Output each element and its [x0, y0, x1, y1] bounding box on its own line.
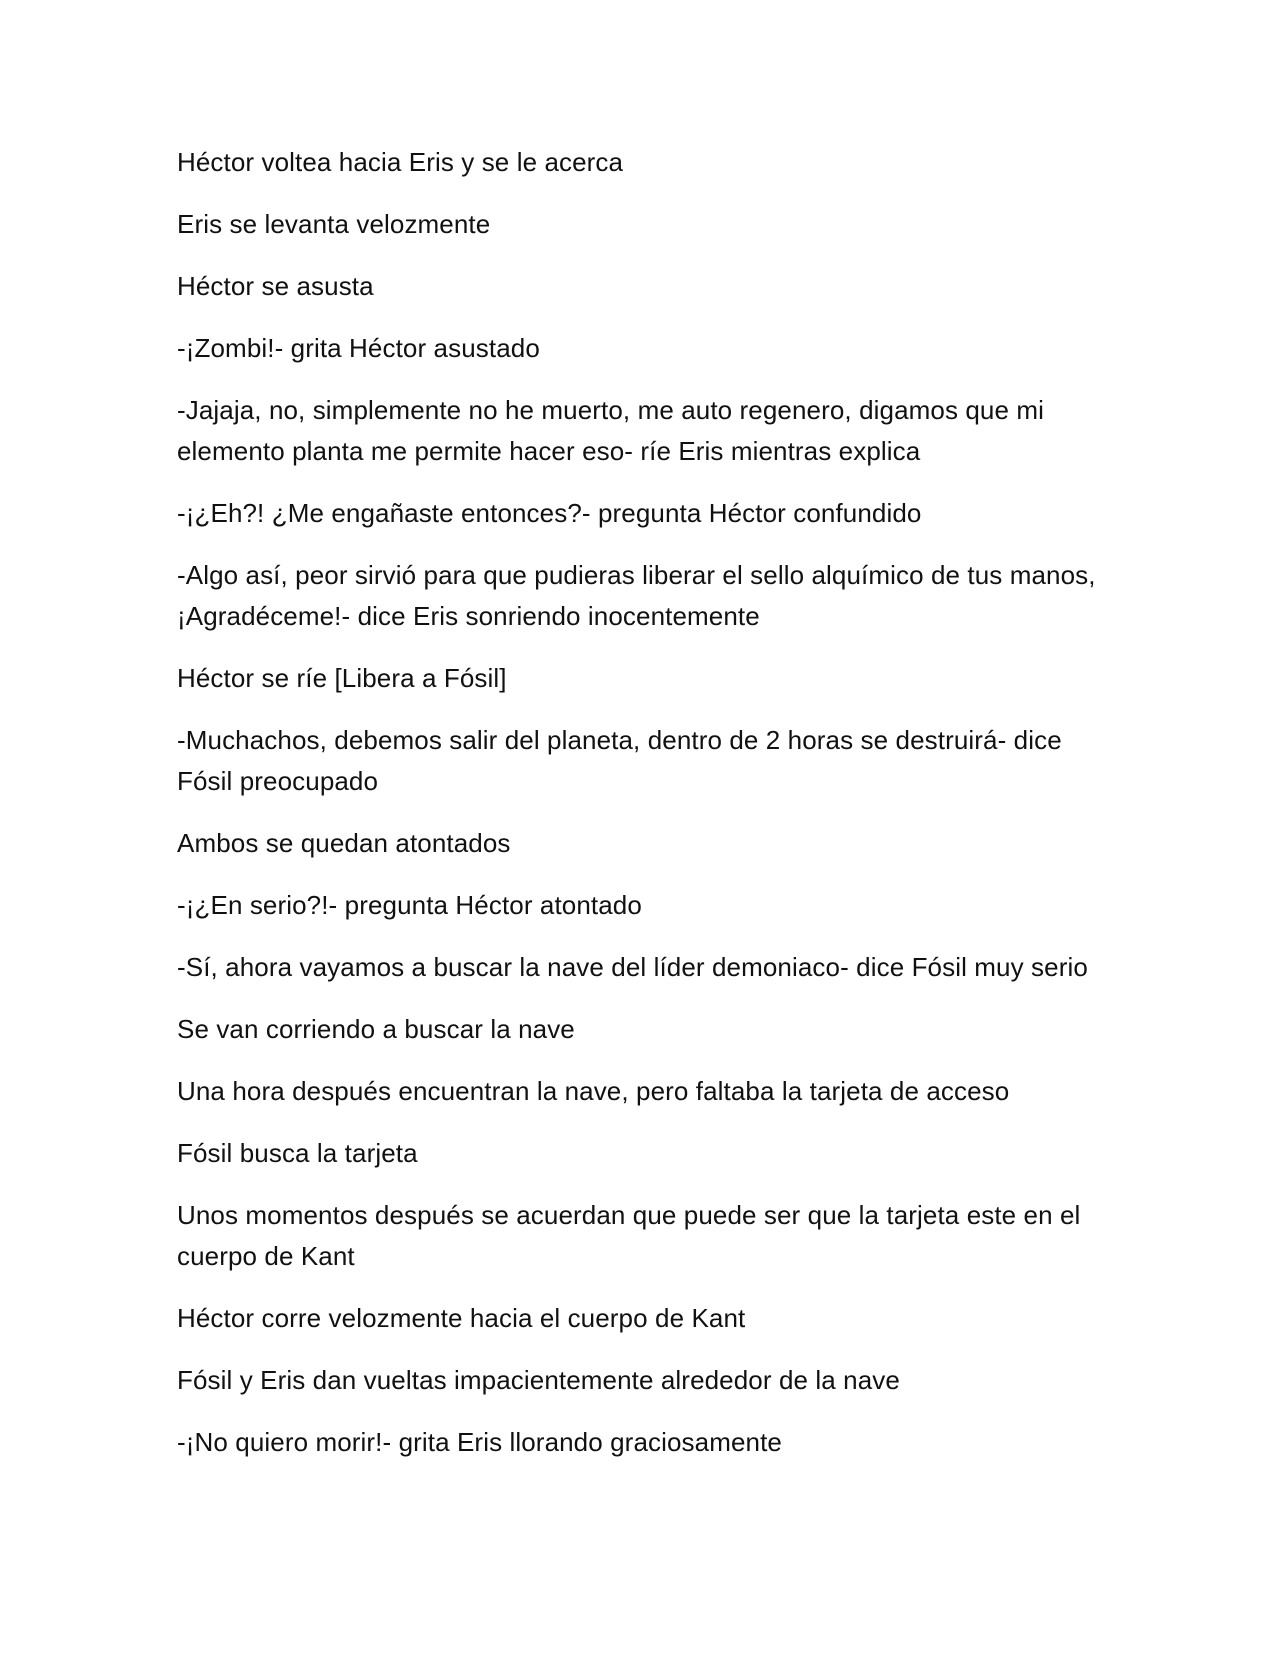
paragraph: Héctor voltea hacia Eris y se le acerca [177, 147, 624, 177]
paragraph: Eris se levanta velozmente [177, 209, 491, 239]
paragraph: -¡No quiero morir!- grita Eris llorando graciosamente [177, 1427, 782, 1457]
paragraph: Unos momentos después se acuerdan que puede ser que la tarjeta este en el cuerpo de Kant [177, 1200, 1081, 1271]
paragraph: -¡¿Eh?! ¿Me engañaste entonces?- pregunta Héctor confundido [177, 498, 922, 528]
paragraph: -Algo así, peor sirvió para que pudieras liberar el sello alquímico de tus manos, ¡Agradéceme!- dice Eris sonriendo inocentemente [177, 560, 1096, 631]
paragraph: Ambos se quedan atontados [177, 828, 511, 858]
paragraph: Héctor se ríe [Libera a Fósil] [177, 663, 507, 693]
paragraph: Héctor se asusta [177, 271, 374, 301]
paragraph: -¡¿En serio?!- pregunta Héctor atontado [177, 890, 642, 920]
paragraph: -Jajaja, no, simplemente no he muerto, me auto regenero, digamos que mi elemento planta me permite hacer eso- ríe Eris mientras explica [177, 395, 1045, 466]
paragraph: Fósil busca la tarjeta [177, 1138, 418, 1168]
paragraph: Fósil y Eris dan vueltas impacientemente alrededor de la nave [177, 1365, 900, 1395]
paragraph: -¡Zombi!- grita Héctor asustado [177, 333, 540, 363]
paragraph: Héctor corre velozmente hacia el cuerpo de Kant [177, 1303, 746, 1333]
document-body [177, 142, 1107, 1484]
paragraph: Se van corriendo a buscar la nave [177, 1014, 575, 1044]
paragraph: -Sí, ahora vayamos a buscar la nave del líder demoniaco- dice Fósil muy serio [177, 952, 1088, 982]
paragraph: Una hora después encuentran la nave, pero faltaba la tarjeta de acceso [177, 1076, 1010, 1106]
paragraph: -Muchachos, debemos salir del planeta, dentro de 2 horas se destruirá- dice Fósil preocupado [177, 725, 1062, 796]
